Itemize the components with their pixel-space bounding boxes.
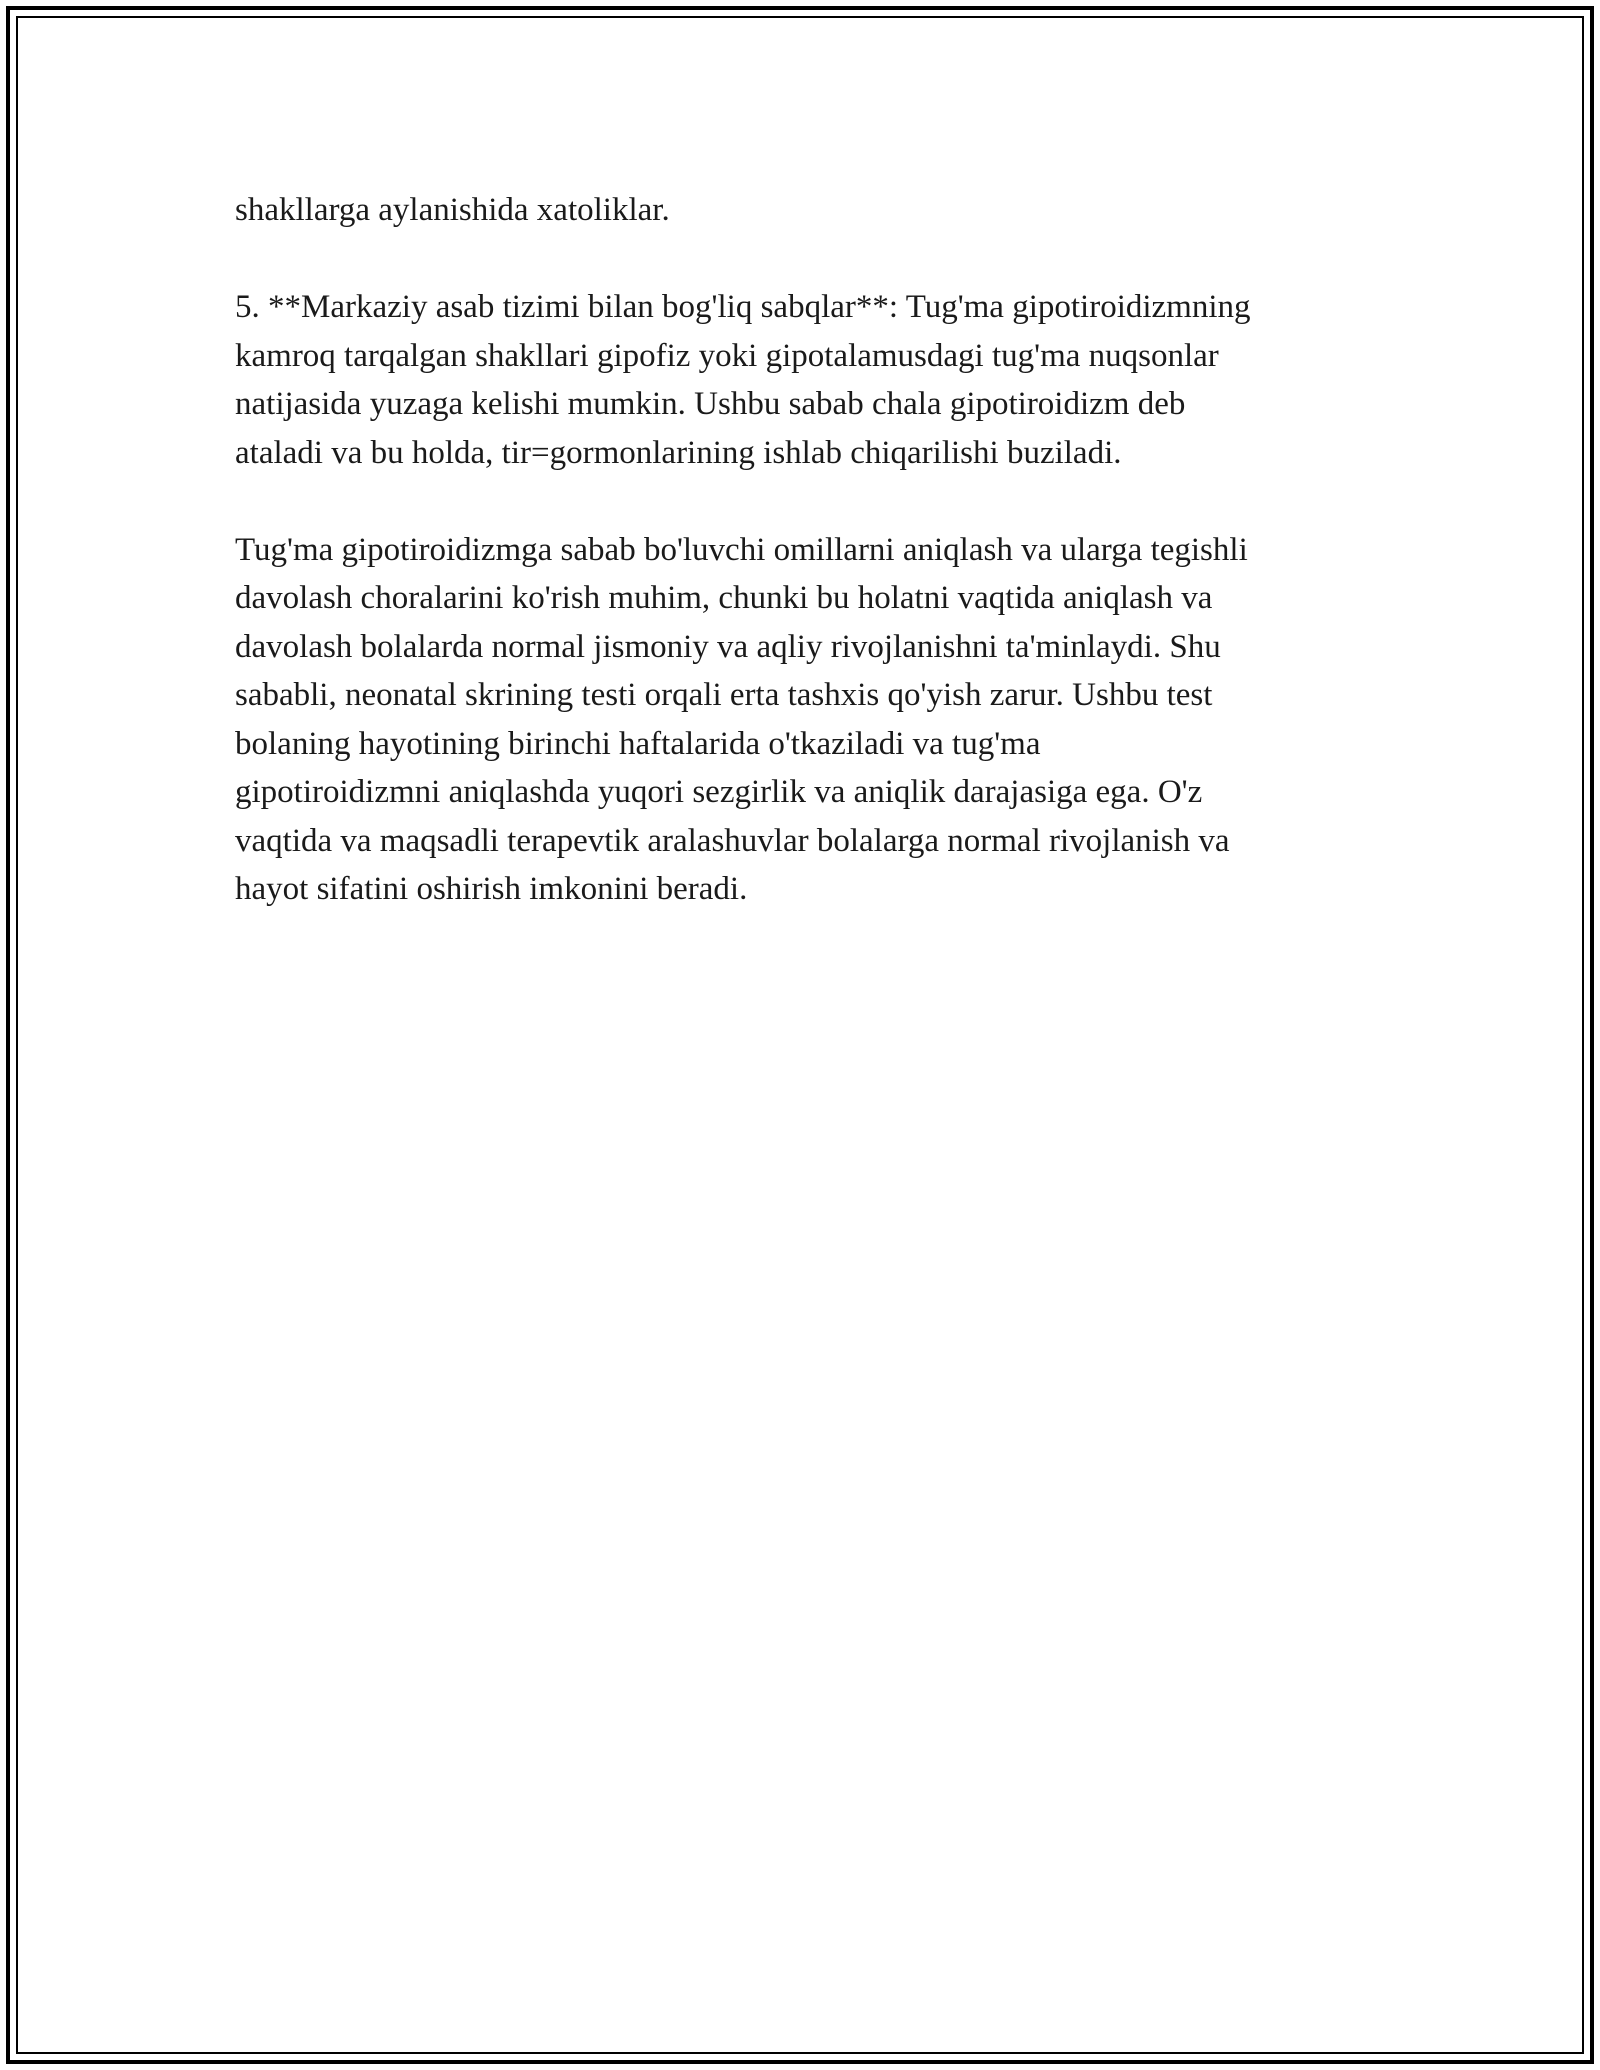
paragraph-continuation: shakllarga aylanishida xatoliklar. — [235, 192, 670, 228]
paragraph-conclusion: Tug'ma gipotiroidizmga sabab bo'luvchi omillarni aniqlash va ularga tegishli davolash choralarini ko'rish muhim, chunki bu holatni vaqtida aniqlash va davolash bolalarda normal jismoniy va aqliy rivojlanishni ta'minlaydi. Shu sababli, neonatal skrining testi orqali erta tashxis qo'yish zarur. Ushbu test bolaning hayotining birinchi haftalarida o'tkaziladi va tug'ma gipotiroidizmni aniqlashda yuqori sezgirlik va aniqlik darajasiga ega. O'z vaqtida va maqsadli terapevtik aralashuvlar bolalarga normal rivojlanish va hayot sifatini oshirish imkonini beradi. — [235, 531, 1248, 907]
document-body — [235, 186, 1375, 962]
paragraph-cns-causes: 5. **Markaziy asab tizimi bilan bog'liq sabqlar**: Tug'ma gipotiroidizmning kamroq tarqalgan shakllari gipofiz yoki gipotalamusdagi tug'ma nuqsonlar natijasida yuzaga kelishi mumkin. Ushbu sabab chala gipotiroidizm deb ataladi va bu holda, tir=gormonlarining ishlab chiqarilishi buziladi. — [235, 289, 1251, 471]
